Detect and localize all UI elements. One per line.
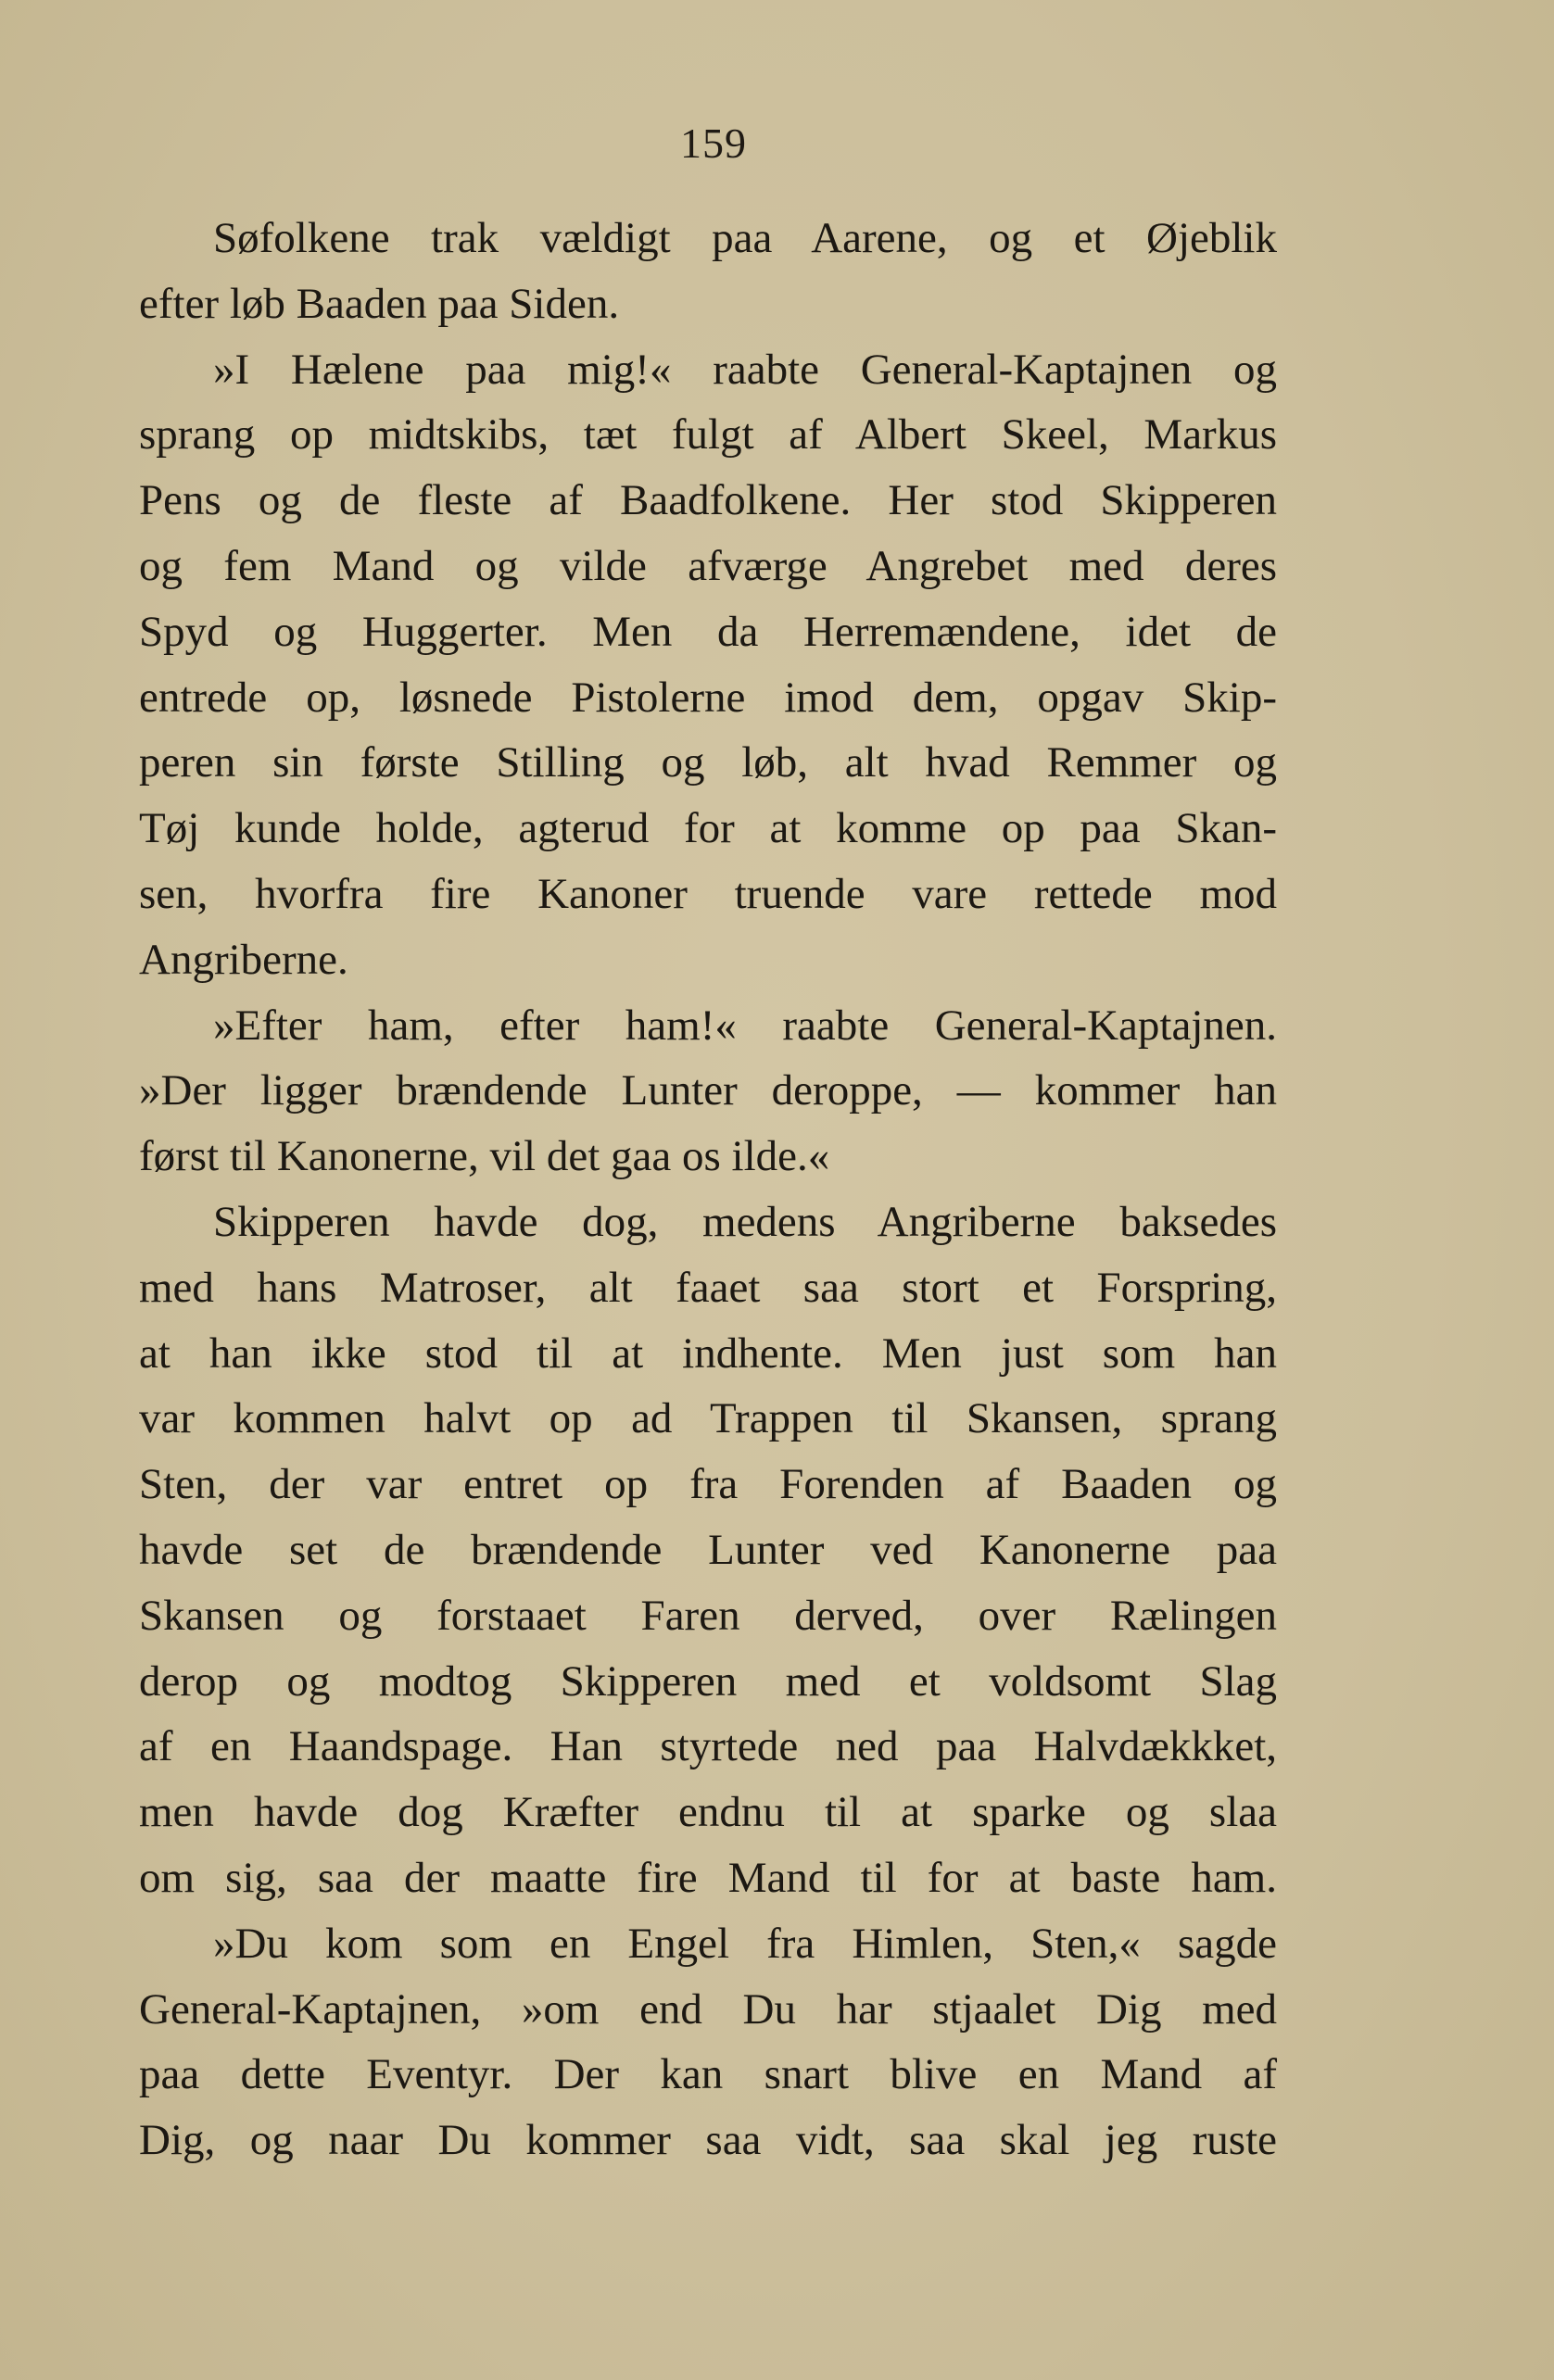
text-line: sen, hvorfra fire Kanoner truende vare rettede mod: [139, 869, 1277, 918]
text-line: Angriberne.: [139, 935, 348, 984]
text-line: først til Kanonerne, vil det gaa os ilde.«: [139, 1132, 830, 1181]
text-line: af en Haandspage. Han styrtede ned paa Halvdækkket,: [139, 1722, 1277, 1771]
text-line: entrede op, løsnede Pistolerne imod dem, opgav Skip-: [139, 673, 1277, 722]
text-line: om sig, saa der maatte fire Mand til for at baste ham.: [139, 1853, 1277, 1902]
text-line: Spyd og Huggerter. Men da Herremændene, idet de: [139, 607, 1277, 656]
text-line: Søfolkene trak vældigt paa Aarene, og et Øjeblik: [213, 214, 1277, 262]
text-line: sprang op midtskibs, tæt fulgt af Albert Skeel, Markus: [139, 410, 1277, 460]
text-line: men havde dog Kræfter endnu til at sparke og slaa: [139, 1788, 1277, 1837]
text-line: havde set de brændende Lunter ved Kanonerne paa: [139, 1525, 1277, 1574]
text-line: og fem Mand og vilde afværge Angrebet med deres: [139, 541, 1277, 590]
text-line: »Efter ham, efter ham!« raabte General-Kaptajnen.: [213, 1001, 1277, 1050]
text-line: Skansen og forstaaet Faren derved, over Rælingen: [139, 1591, 1277, 1640]
text-line: at han ikke stod til at indhente. Men just som han: [139, 1329, 1277, 1378]
page-number: 159: [680, 120, 747, 167]
text-line: med hans Matroser, alt faaet saa stort et Forspring,: [139, 1263, 1277, 1312]
text-line: var kommen halvt op ad Trappen til Skansen, sprang: [139, 1394, 1277, 1443]
text-line: Tøj kunde holde, agterud for at komme op paa Skan-: [139, 804, 1277, 853]
text-line: Skipperen havde dog, medens Angriberne baksedes: [213, 1197, 1277, 1246]
text-line: General-Kaptajnen, »om end Du har stjaalet Dig med: [139, 1984, 1277, 2034]
text-line: »Du kom som en Engel fra Himlen, Sten,« sagde: [213, 1919, 1277, 1968]
text-line: derop og modtog Skipperen med et voldsomt Slag: [139, 1656, 1277, 1706]
text-line: peren sin første Stilling og løb, alt hvad Remmer og: [139, 738, 1277, 787]
text-line: Sten, der var entret op fra Forenden af Baaden og: [139, 1460, 1277, 1509]
text-line: »I Hælene paa mig!« raabte General-Kaptajnen og: [213, 345, 1277, 394]
text-line: Pens og de fleste af Baadfolkene. Her stod Skipperen: [139, 476, 1277, 525]
text-line: »Der ligger brændende Lunter deroppe, — kommer han: [139, 1066, 1277, 1115]
body-text: [139, 206, 1277, 2173]
text-line: efter løb Baaden paa Siden.: [139, 279, 620, 328]
text-line: Dig, og naar Du kommer saa vidt, saa skal jeg ruste: [139, 2116, 1277, 2165]
text-line: paa dette Eventyr. Der kan snart blive en Mand af: [139, 2050, 1277, 2099]
